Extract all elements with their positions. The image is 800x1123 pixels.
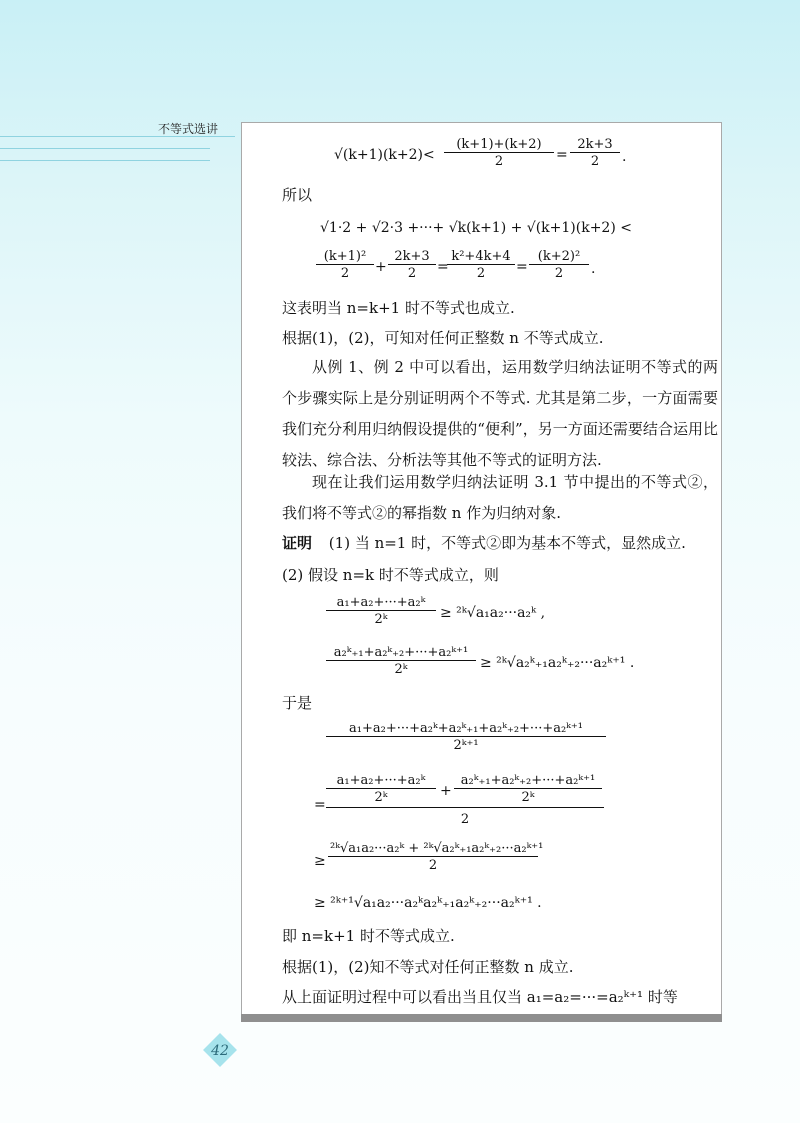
plus-sign: + [440,783,452,799]
period: . [622,149,627,165]
proof-step-1 [282,533,686,553]
equation-2-line-1: √1·2 + √2·3 +···+ √k(k+1) + √(k+1)(k+2) < [320,220,632,236]
equals-sign: = [314,797,326,813]
equation-6-fraction-a [326,773,436,805]
equals-sign: = [516,259,528,275]
header-rule [0,136,235,137]
fraction-numerator: a₁+a₂+···+a₂ᵏ [326,773,436,789]
proof-step-1-text: (1) 当 n=1 时，不等式②即为基本不等式，显然成立. [328,534,686,552]
equation-7-fraction [328,841,544,873]
paragraph-1: 这表明当 n=k+1 时不等式也成立. [282,299,515,317]
yushi-text: 于是 [282,694,313,712]
paragraph-6: 根据(1)，(2)知不等式对任何正整数 n 成立. [282,958,574,976]
equation-1-left: √(k+1)(k+2)< [334,147,435,163]
paragraph-3: 从例 1、例 2 中可以看出，运用数学归纳法证明不等式的两个步骤实际上是分别证明两个不等式. 尤其是第二步，一方面需要我们充分利用归纳假设提供的“便利”，另一方面还需要结合运用比较法、综合法、分析法等其他不等式的证明方法. [282,358,718,469]
fraction-denominator: 2ᵏ [374,612,388,627]
equals-sign: = [556,147,568,163]
fraction-numerator: 2k+3 [570,137,620,153]
equation-2-fraction-4 [529,249,589,281]
page-number: 42 [202,1038,238,1064]
equation-1-fraction-2 [570,137,620,169]
fraction-numerator: ²ᵏ√a₁a₂···a₂ᵏ + ²ᵏ√a₂ᵏ₊₁a₂ᵏ₊₂···a₂ᵏ⁺¹ [330,841,544,856]
equation-2-fraction-1 [316,249,374,281]
equation-6-compound-fraction [326,771,604,827]
fraction-denominator: 2 [476,266,486,281]
page-content [242,123,721,1016]
fraction-numerator: (k+1)² [316,249,374,265]
fraction-denominator: 2ᵏ [521,790,535,805]
paragraph-7: 从上面证明过程中可以看出当且仅当 a₁=a₂=···=a₂ᵏ⁺¹ 时等 [282,988,678,1006]
equation-6-fraction-b [454,773,602,805]
equation-2-fraction-2 [388,249,436,281]
proof-step-2: (2) 假设 n=k 时不等式成立，则 [282,566,499,584]
equation-4-rhs: ≥ ²ᵏ√a₂ᵏ₊₁a₂ᵏ₊₂···a₂ᵏ⁺¹ . [480,655,635,671]
fraction-numerator: (k+2)² [529,249,589,265]
fraction-denominator: 2 [428,858,438,873]
period: . [591,261,596,277]
fraction-numerator: (k+1)+(k+2) [444,137,554,153]
fraction-denominator: 2ᵏ [374,790,388,805]
header-rule [0,160,210,161]
equation-5-fraction [326,721,606,753]
fraction-numerator: a₁+a₂+···+a₂ᵏ+a₂ᵏ₊₁+a₂ᵏ₊₂+···+a₂ᵏ⁺¹ [326,721,606,737]
plus-sign: + [375,259,387,275]
fraction-denominator: 2ᵏ⁺¹ [453,738,479,753]
header-rule [0,148,210,149]
equation-4-fraction [326,645,476,677]
fraction-denominator: 2 [554,266,564,281]
equation-3-rhs: ≥ ²ᵏ√a₁a₂···a₂ᵏ , [440,605,546,621]
equation-3-fraction [326,595,436,627]
compound-numerator [326,771,604,808]
paragraph-2: 根据(1)，(2)，可知对任何正整数 n 不等式成立. [282,329,604,347]
fraction-denominator: 2 [494,154,504,169]
fraction-numerator: a₂ᵏ₊₁+a₂ᵏ₊₂+···+a₂ᵏ⁺¹ [326,645,476,661]
equation-8: ≥ ²ᵏ⁺¹√a₁a₂···a₂ᵏa₂ᵏ₊₁a₂ᵏ₊₂···a₂ᵏ⁺¹ . [314,895,542,911]
page-panel [241,122,722,1017]
paragraph-4: 现在让我们运用数学归纳法证明 3.1 节中提出的不等式②，我们将不等式②的幂指数 n 作为归纳对象. [282,473,718,522]
fraction-numerator: k²+4k+4 [447,249,515,265]
fraction-denominator: 2 [340,266,350,281]
compound-denominator: 2 [460,812,470,827]
fraction-denominator: 2ᵏ [394,662,408,677]
page-bottom-bar [241,1014,722,1022]
paragraph-5: 即 n=k+1 时不等式成立. [282,927,455,945]
section-title: 不等式选讲 [158,122,219,136]
suoyi-text: 所以 [282,186,313,204]
geq-sign: ≥ [314,853,326,869]
equals-sign: = [437,259,449,275]
fraction-numerator: 2k+3 [388,249,436,265]
equation-2-fraction-3 [447,249,515,281]
equation-1-fraction-1 [444,137,554,169]
fraction-numerator: a₂ᵏ₊₁+a₂ᵏ₊₂+···+a₂ᵏ⁺¹ [454,773,602,789]
fraction-numerator: a₁+a₂+···+a₂ᵏ [326,595,436,611]
fraction-denominator: 2 [590,154,600,169]
proof-label: 证明 [282,534,313,552]
fraction-denominator: 2 [407,266,417,281]
